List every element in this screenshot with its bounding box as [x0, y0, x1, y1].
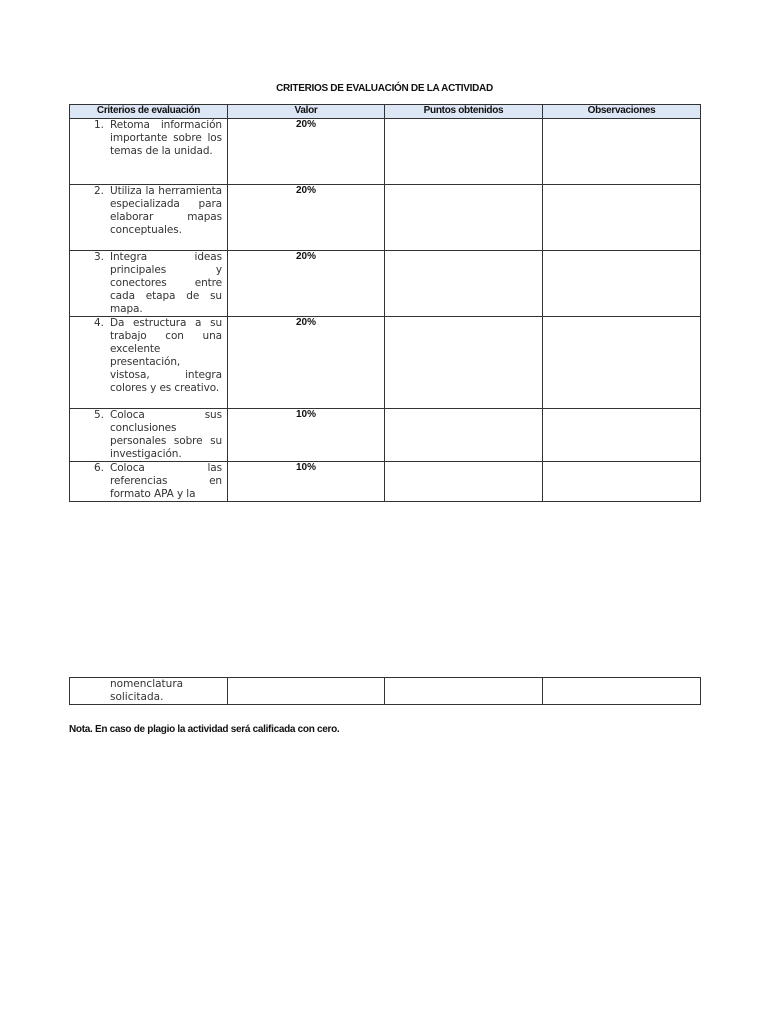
value-cell: 10% [228, 409, 385, 462]
table-header-row [70, 105, 701, 119]
header-puntos: Puntos obtenidos [385, 105, 543, 119]
criterion-cell [70, 409, 228, 462]
header-valor: Valor [228, 105, 385, 119]
table-row [70, 462, 701, 502]
observations-cell[interactable] [543, 251, 701, 317]
table-row [70, 251, 701, 317]
evaluation-table-continued [69, 677, 701, 705]
criterion-text: Da estructura a su trabajo con una excelente presentación, vistosa, integra colores y es creativo. [110, 317, 222, 394]
criterion-number: 6. [93, 462, 104, 474]
criterion-cell [70, 678, 228, 705]
criterion-number: 2. [93, 185, 104, 197]
criterion-text: Retoma información importante sobre los temas de la unidad. [110, 119, 222, 157]
table-row [70, 317, 701, 409]
points-cell[interactable] [385, 317, 543, 409]
points-cell[interactable] [385, 678, 543, 705]
evaluation-table [69, 104, 701, 502]
points-cell[interactable] [385, 185, 543, 251]
criterion-text: Coloca las referencias en formato APA y la [110, 462, 222, 500]
header-observaciones: Observaciones [543, 105, 701, 119]
criterion-number: 5. [93, 409, 104, 421]
criterion-cell [70, 462, 228, 502]
table-row [70, 185, 701, 251]
table-row [70, 409, 701, 462]
criterion-number: 3. [93, 251, 104, 263]
criterion-text: Coloca sus conclusiones personales sobre su investigación. [110, 409, 222, 460]
points-cell[interactable] [385, 119, 543, 185]
criterion-cell [70, 119, 228, 185]
criterion-text: Integra ideas principales y conectores entre cada etapa de su mapa. [110, 251, 222, 315]
points-cell[interactable] [385, 462, 543, 502]
value-cell: 20% [228, 119, 385, 185]
criterion-number: 1. [93, 119, 104, 131]
value-cell: 20% [228, 317, 385, 409]
points-cell[interactable] [385, 251, 543, 317]
document-title: CRITERIOS DE EVALUACIÓN DE LA ACTIVIDAD [276, 83, 493, 94]
observations-cell[interactable] [543, 119, 701, 185]
plagiarism-note: Nota. En caso de plagio la actividad será calificada con cero. [69, 724, 340, 735]
criterion-cell [70, 251, 228, 317]
observations-cell[interactable] [543, 462, 701, 502]
value-cell: 20% [228, 251, 385, 317]
observations-cell[interactable] [543, 185, 701, 251]
observations-cell[interactable] [543, 317, 701, 409]
criterion-cell [70, 185, 228, 251]
criterion-continuation: nomenclatura solicitada. [110, 678, 184, 703]
value-cell: 10% [228, 462, 385, 502]
criterion-text: Utiliza la herramienta especializada para elaborar mapas conceptuales. [110, 185, 222, 236]
criterion-number: 4. [93, 317, 104, 329]
criterion-cell [70, 317, 228, 409]
header-criterios: Criterios de evaluación [70, 105, 228, 119]
table-row [70, 119, 701, 185]
points-cell[interactable] [385, 409, 543, 462]
value-cell [228, 678, 385, 705]
observations-cell[interactable] [543, 409, 701, 462]
value-cell: 20% [228, 185, 385, 251]
table-row [70, 678, 701, 705]
observations-cell[interactable] [543, 678, 701, 705]
